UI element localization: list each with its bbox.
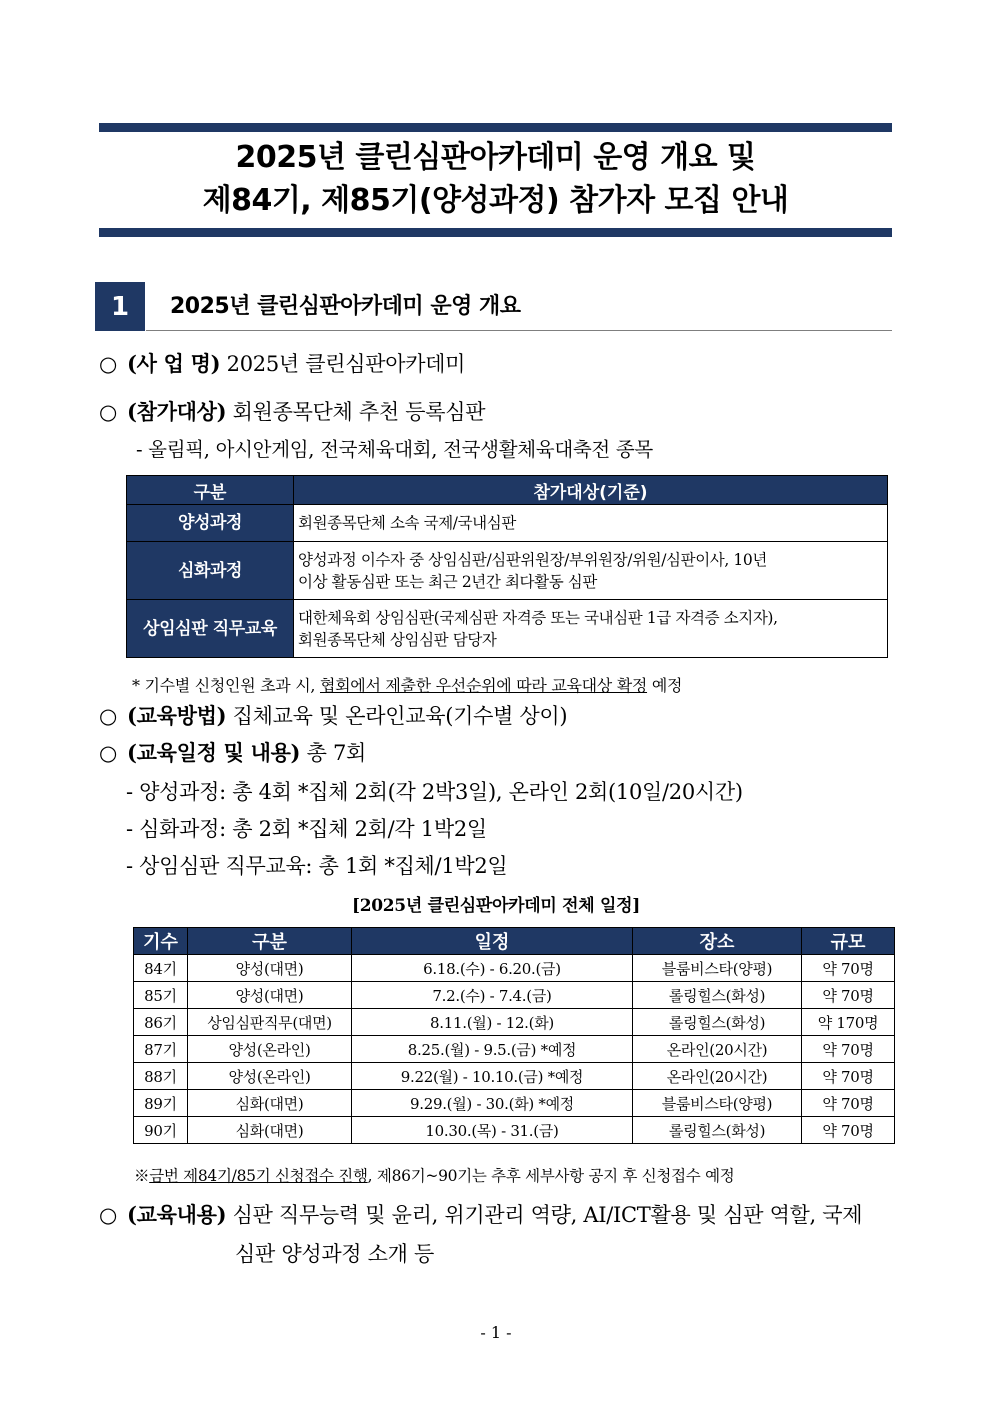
- dates-cell: 8.25.(월) - 9.5.(금) *예정: [352, 1036, 633, 1063]
- target-table-category: 양성과정: [127, 505, 294, 542]
- venue-cell: 온라인(20시간): [633, 1063, 802, 1090]
- size-cell: 약 70명: [802, 1117, 895, 1144]
- type-cell: 상임심판직무(대면): [188, 1009, 352, 1036]
- title-bottom-bar: [99, 228, 892, 237]
- dates-cell: 9.29.(월) - 30.(화) *예정: [352, 1090, 633, 1117]
- schedule-header-type: 구분: [188, 928, 352, 955]
- target-table-header-category: 구분: [127, 476, 294, 505]
- schedule-header-cohort: 기수: [134, 928, 188, 955]
- document-title-line2: 제84기, 제85기(양성과정) 참가자 모집 안내: [202, 183, 789, 218]
- type-cell: 양성(온라인): [188, 1063, 352, 1090]
- schedule-note-underlined: 금번 제84기/85기 신청접수 진행: [149, 1167, 368, 1185]
- criteria-line: 회원종목단체 상임심판 담당자: [298, 630, 497, 649]
- page-number: - 1 -: [480, 1323, 512, 1342]
- venue-cell: 온라인(20시간): [633, 1036, 802, 1063]
- item-target-label: (참가대상): [127, 399, 227, 424]
- dates-cell: 7.2.(수) - 7.4.(금): [352, 982, 633, 1009]
- schedule-header-size: 규모: [802, 928, 895, 955]
- target-table-category: 심화과정: [127, 542, 294, 600]
- title-top-bar: [99, 123, 892, 132]
- item-content: [99, 1199, 862, 1229]
- schedule-sub-line: - 상임심판 직무교육: 총 1회 *집체/1박2일: [126, 854, 508, 878]
- venue-cell: 롤링힐스(화성): [633, 982, 802, 1009]
- cohort-cell: 87기: [134, 1036, 188, 1063]
- item-schedule: [99, 737, 366, 767]
- dates-cell: 8.11.(월) - 12.(화): [352, 1009, 633, 1036]
- target-note-underlined: 협회에서 제출한 우선순위에 따라 교육대상 확정: [319, 676, 648, 695]
- criteria-line: 양성과정 이수자 중 상임심판/심판위원장/부위원장/위원/심판이사, 10년: [298, 550, 767, 569]
- item-schedule-text: 총 7회: [306, 741, 367, 765]
- size-cell: 약 70명: [802, 955, 895, 982]
- size-cell: 약 170명: [802, 1009, 895, 1036]
- item-target: [99, 396, 485, 426]
- schedule-table: [133, 927, 895, 1144]
- schedule-header-dates: 일정: [352, 928, 633, 955]
- document-title-line1: 2025년 클린심판아카데미 운영 개요 및: [235, 140, 756, 175]
- cohort-cell: 89기: [134, 1090, 188, 1117]
- item-method-label: (교육방법): [127, 703, 227, 728]
- type-cell: 양성(온라인): [188, 1036, 352, 1063]
- bullet-icon: ○: [99, 400, 118, 424]
- schedule-header-venue: 장소: [633, 928, 802, 955]
- schedule-table-caption: [2025년 클린심판아카데미 전체 일정]: [351, 896, 641, 916]
- type-cell: 양성(대면): [188, 955, 352, 982]
- dates-cell: 6.18.(수) - 6.20.(금): [352, 955, 633, 982]
- schedule-sub-line: - 양성과정: 총 4회 *집체 2회(각 2박3일), 온라인 2회(10일/20시간): [126, 780, 743, 804]
- bullet-icon: ○: [99, 352, 118, 376]
- item-target-text: 회원종목단체 추천 등록심판: [232, 400, 486, 424]
- item-method-text: 집체교육 및 온라인교육(기수별 상이): [232, 704, 568, 728]
- criteria-line: 대한체육회 상임심판(국제심판 자격증 또는 국내심판 1급 자격증 소지자),: [298, 608, 778, 627]
- cohort-cell: 84기: [134, 955, 188, 982]
- cohort-cell: 86기: [134, 1009, 188, 1036]
- size-cell: 약 70명: [802, 1090, 895, 1117]
- target-table-criteria: [294, 542, 888, 600]
- criteria-line: 이상 활동심판 또는 최근 2년간 최다활동 심판: [298, 572, 597, 591]
- venue-cell: 롤링힐스(화성): [633, 1117, 802, 1144]
- type-cell: 양성(대면): [188, 982, 352, 1009]
- bullet-icon: ○: [99, 741, 118, 765]
- target-table-criteria: [294, 600, 888, 658]
- target-table: [126, 475, 888, 658]
- size-cell: 약 70명: [802, 982, 895, 1009]
- size-cell: 약 70명: [802, 1063, 895, 1090]
- dates-cell: 10.30.(목) - 31.(금): [352, 1117, 633, 1144]
- item-content-text: 심판 직무능력 및 윤리, 위기관리 역량, AI/ICT활용 및 심판 역할, 국제: [232, 1203, 863, 1227]
- section-underline: [146, 330, 892, 331]
- table-row: [134, 1090, 895, 1117]
- schedule-note-suffix: , 제86기~90기는 추후 세부사항 공지 후 신청접수 예정: [367, 1167, 735, 1185]
- type-cell: 심화(대면): [188, 1117, 352, 1144]
- target-note: [132, 673, 682, 696]
- cohort-cell: 90기: [134, 1117, 188, 1144]
- item-content-continued: 심판 양성과정 소개 등: [235, 1242, 434, 1266]
- table-row: [134, 955, 895, 982]
- target-note-suffix: 예정: [647, 676, 683, 695]
- table-row: [134, 1117, 895, 1144]
- section-number: 1: [95, 282, 145, 331]
- item-project-text: 2025년 클린심판아카데미: [226, 352, 466, 376]
- table-row: [134, 1036, 895, 1063]
- bullet-icon: ○: [99, 704, 118, 728]
- item-target-sub: - 올림픽, 아시안게임, 전국체육대회, 전국생활체육대축전 종목: [136, 438, 653, 461]
- target-table-header-criteria: 참가대상(기준): [294, 476, 888, 505]
- table-row: [134, 982, 895, 1009]
- venue-cell: 롤링힐스(화성): [633, 1009, 802, 1036]
- item-content-label: (교육내용): [127, 1202, 227, 1227]
- venue-cell: 블룸비스타(양평): [633, 1090, 802, 1117]
- item-project-label: (사 업 명): [127, 351, 221, 376]
- venue-cell: 블룸비스타(양평): [633, 955, 802, 982]
- criteria-line: 회원종목단체 소속 국제/국내심판: [298, 514, 516, 532]
- cohort-cell: 85기: [134, 982, 188, 1009]
- item-project: [99, 348, 465, 378]
- target-table-category: 상임심판 직무교육: [127, 600, 294, 658]
- schedule-note-prefix: ※: [134, 1167, 150, 1185]
- target-note-prefix: * 기수별 신청인원 초과 시,: [132, 676, 320, 695]
- bullet-icon: ○: [99, 1203, 118, 1227]
- cohort-cell: 88기: [134, 1063, 188, 1090]
- item-schedule-label: (교육일정 및 내용): [127, 740, 301, 765]
- target-table-criteria: [294, 505, 888, 542]
- table-row: [134, 1063, 895, 1090]
- size-cell: 약 70명: [802, 1036, 895, 1063]
- dates-cell: 9.22(월) - 10.10.(금) *예정: [352, 1063, 633, 1090]
- table-row: [134, 1009, 895, 1036]
- schedule-note: [134, 1164, 734, 1186]
- item-method: [99, 700, 567, 730]
- schedule-sub-line: - 심화과정: 총 2회 *집체 2회/각 1박2일: [126, 817, 487, 841]
- type-cell: 심화(대면): [188, 1090, 352, 1117]
- section-title: 2025년 클린심판아카데미 운영 개요: [170, 294, 521, 319]
